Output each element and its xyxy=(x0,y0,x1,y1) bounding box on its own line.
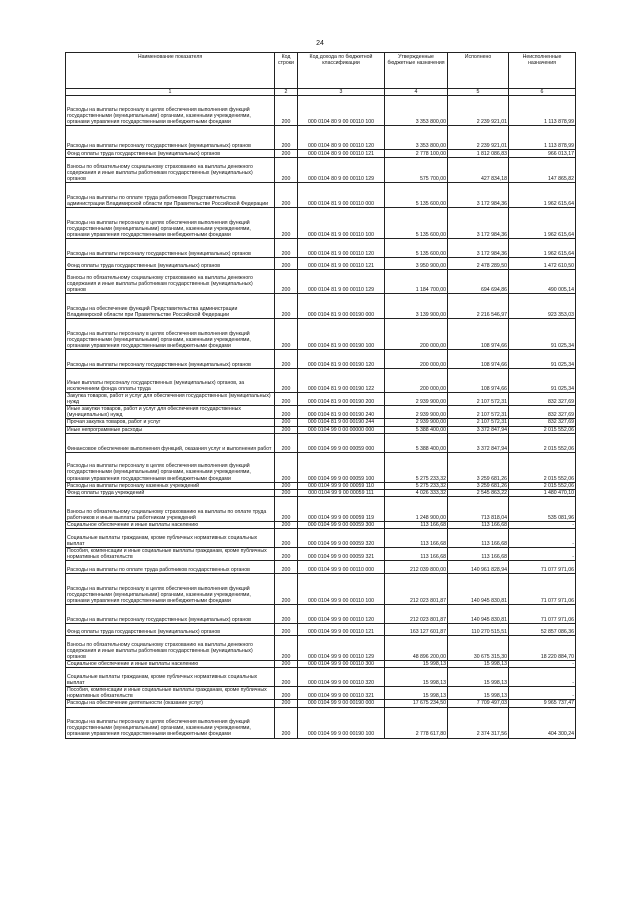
row-name: Расходы на выплаты персоналу в целях обеспечения выполнения функций государственными (муниципальными) органами, казенными учреждениями, органами управления государственными внебюджетными фондами xyxy=(66,574,275,605)
row-line-code: 200 xyxy=(275,270,298,294)
row-unexecuted: 832 327,69 xyxy=(509,406,576,419)
table-row xyxy=(66,528,576,547)
row-approved: 200 000,00 xyxy=(385,319,448,350)
row-classification: 000 0104 81 9 00 00190 122 xyxy=(298,369,385,393)
row-name: Расходы на выплаты персоналу в целях обеспечения выполнения функций государственными (муниципальными) органами, казенными учреждениями, органами управления государственными внебюджетными фондами xyxy=(66,452,275,482)
row-line-code: 200 xyxy=(275,687,298,700)
row-approved: 5 135 600,00 xyxy=(385,208,448,239)
row-classification: 000 0104 99 9 00 00059 110 xyxy=(298,482,385,489)
row-executed: 427 834,18 xyxy=(448,158,509,183)
table-row xyxy=(66,624,576,636)
row-approved: 2 939 900,00 xyxy=(385,419,448,426)
row-name: Иные закупки товаров, работ и услуг для обеспечения государственных (муниципальных) нужд xyxy=(66,406,275,419)
row-approved: 200 000,00 xyxy=(385,369,448,393)
row-unexecuted: 91 025,34 xyxy=(509,369,576,393)
table-row xyxy=(66,482,576,489)
row-name: Расходы на выплаты по оплате труда работников государственных органов xyxy=(66,561,275,574)
row-line-code: 200 xyxy=(275,561,298,574)
row-name: Расходы на обеспечение функций Представительства администрации Владимирской области при Правительстве Российской Федерации xyxy=(66,294,275,319)
page-number: 24 xyxy=(316,40,324,47)
row-name: Расходы на выплаты персоналу в целях обеспечения выполнения функций государственными (муниципальными) органами, казенными учреждениями, органами управления государственными внебюджетными фондами xyxy=(66,319,275,350)
row-line-code: 200 xyxy=(275,126,298,150)
row-name: Расходы на выплаты персоналу государственных (муниципальных) органов xyxy=(66,239,275,258)
row-name: Расходы на выплаты персоналу в целях обеспечения выполнения функций государственными (муниципальными) органами, казенными учреждениями, органами управления государственными внебюджетными фондами xyxy=(66,707,275,738)
row-unexecuted: 832 327,69 xyxy=(509,393,576,406)
row-line-code: 200 xyxy=(275,452,298,482)
row-unexecuted: 2 015 552,06 xyxy=(509,452,576,482)
row-unexecuted: 71 077 971,06 xyxy=(509,561,576,574)
row-name: Взносы по обязательному социальному страхованию на выплаты денежного содержания и иные выплаты работникам государственных (муниципальных) органов xyxy=(66,270,275,294)
table-row xyxy=(66,605,576,624)
row-line-code: 200 xyxy=(275,574,298,605)
table-row xyxy=(66,419,576,426)
row-approved: 17 675 234,50 xyxy=(385,700,448,707)
row-unexecuted: 18 220 884,70 xyxy=(509,636,576,661)
header-classification: Код дохода по бюджетной классификации xyxy=(298,53,385,89)
row-line-code: 200 xyxy=(275,521,298,528)
row-name: Иные непрограммные расходы xyxy=(66,426,275,433)
row-executed: 140 945 830,81 xyxy=(448,605,509,624)
row-line-code: 200 xyxy=(275,700,298,707)
table-row xyxy=(66,158,576,183)
row-unexecuted: 832 327,69 xyxy=(509,419,576,426)
header-executed: Исполнено xyxy=(448,53,509,89)
row-executed: 2 107 572,31 xyxy=(448,393,509,406)
row-name: Расходы на выплаты персоналу государственных (муниципальных) органов xyxy=(66,126,275,150)
row-approved: 3 353 800,00 xyxy=(385,126,448,150)
column-number: 1 xyxy=(66,89,275,96)
row-line-code: 200 xyxy=(275,96,298,126)
table-row xyxy=(66,208,576,239)
row-approved: 5 275 233,32 xyxy=(385,482,448,489)
row-approved: 575 700,00 xyxy=(385,158,448,183)
row-name: Иные выплаты персоналу государственных (муниципальных) органов, за исключением фонда оплаты труда xyxy=(66,369,275,393)
table-row xyxy=(66,393,576,406)
row-executed: 2 239 921,01 xyxy=(448,96,509,126)
row-classification: 000 0104 99 9 00 00059 000 xyxy=(298,433,385,452)
table-row xyxy=(66,126,576,150)
row-line-code: 200 xyxy=(275,369,298,393)
row-executed: 713 818,04 xyxy=(448,496,509,521)
column-number: 5 xyxy=(448,89,509,96)
row-name: Фонд оплаты труда государственных (муниципальных) органов xyxy=(66,258,275,270)
row-line-code: 200 xyxy=(275,150,298,158)
row-line-code: 200 xyxy=(275,668,298,687)
row-executed: 3 372 847,94 xyxy=(448,433,509,452)
row-classification: 000 0104 80 9 00 00110 100 xyxy=(298,96,385,126)
row-name: Расходы на выплаты по оплате труда работников Представительства администрации Владимирской области при Правительстве Российской Федерации xyxy=(66,183,275,208)
table-row xyxy=(66,96,576,126)
row-executed: 2 107 572,31 xyxy=(448,406,509,419)
row-unexecuted: - xyxy=(509,528,576,547)
row-unexecuted: 923 353,03 xyxy=(509,294,576,319)
row-line-code: 200 xyxy=(275,239,298,258)
row-executed: 2 545 863,22 xyxy=(448,489,509,496)
table-row xyxy=(66,561,576,574)
row-unexecuted: - xyxy=(509,687,576,700)
row-approved: 163 127 601,87 xyxy=(385,624,448,636)
table-row xyxy=(66,426,576,433)
row-classification: 000 0104 99 9 00 00110 120 xyxy=(298,605,385,624)
row-executed: 108 974,66 xyxy=(448,369,509,393)
row-unexecuted: 966 013,17 xyxy=(509,150,576,158)
table-row xyxy=(66,496,576,521)
row-unexecuted: 490 005,14 xyxy=(509,270,576,294)
row-line-code: 200 xyxy=(275,605,298,624)
column-number-row xyxy=(66,89,576,96)
row-classification: 000 0104 81 9 00 00190 100 xyxy=(298,319,385,350)
row-unexecuted: - xyxy=(509,547,576,560)
row-unexecuted: 91 025,34 xyxy=(509,319,576,350)
row-line-code: 200 xyxy=(275,707,298,738)
row-name: Расходы на выплаты персоналу в целях обеспечения выполнения функций государственными (муниципальными) органами, казенными учреждениями, органами управления государственными внебюджетными фондами xyxy=(66,208,275,239)
column-number: 3 xyxy=(298,89,385,96)
row-name: Закупка товаров, работ и услуг для обеспечения государственных (муниципальных) нужд xyxy=(66,393,275,406)
column-number: 4 xyxy=(385,89,448,96)
row-unexecuted: 1 472 610,50 xyxy=(509,258,576,270)
row-approved: 113 166,68 xyxy=(385,521,448,528)
table-row xyxy=(66,433,576,452)
row-classification: 000 0104 81 9 00 00190 244 xyxy=(298,419,385,426)
expenditure-table xyxy=(65,52,576,739)
row-line-code: 200 xyxy=(275,183,298,208)
row-executed: 15 998,13 xyxy=(448,687,509,700)
row-name: Расходы на выплаты персоналу государственных (муниципальных) органов xyxy=(66,605,275,624)
row-unexecuted: 2 015 552,06 xyxy=(509,433,576,452)
row-executed: 108 974,66 xyxy=(448,319,509,350)
row-name: Социальные выплаты гражданам, кроме публичных нормативных социальных выплат xyxy=(66,528,275,547)
row-executed: 113 166,68 xyxy=(448,547,509,560)
row-classification: 000 0104 80 9 00 00110 129 xyxy=(298,158,385,183)
row-line-code: 200 xyxy=(275,158,298,183)
row-line-code: 200 xyxy=(275,393,298,406)
row-unexecuted: 2 015 552,06 xyxy=(509,482,576,489)
row-classification: 000 0104 81 9 00 00190 240 xyxy=(298,406,385,419)
row-classification: 000 0104 99 9 00 00059 100 xyxy=(298,452,385,482)
row-classification: 000 0104 81 9 00 00110 129 xyxy=(298,270,385,294)
row-classification: 000 0104 99 9 00 00110 300 xyxy=(298,661,385,668)
table-row xyxy=(66,636,576,661)
table-row xyxy=(66,489,576,496)
table-row xyxy=(66,700,576,707)
table-row xyxy=(66,452,576,482)
row-unexecuted: 1 962 615,64 xyxy=(509,239,576,258)
row-executed: 15 998,13 xyxy=(448,661,509,668)
column-number: 6 xyxy=(509,89,576,96)
row-line-code: 200 xyxy=(275,528,298,547)
row-executed: 3 172 984,36 xyxy=(448,208,509,239)
row-classification: 000 0104 99 9 00 00190 000 xyxy=(298,700,385,707)
row-executed: 3 259 681,26 xyxy=(448,482,509,489)
row-approved: 15 998,13 xyxy=(385,661,448,668)
row-classification: 000 0104 99 9 00 00110 129 xyxy=(298,636,385,661)
row-approved: 1 248 900,00 xyxy=(385,496,448,521)
row-classification: 000 0104 81 9 00 00190 000 xyxy=(298,294,385,319)
row-executed: 3 259 681,26 xyxy=(448,452,509,482)
row-name: Социальные выплаты гражданам, кроме публичных нормативных социальных выплат xyxy=(66,668,275,687)
table-row xyxy=(66,150,576,158)
table-row xyxy=(66,319,576,350)
header-name: Наименование показателя xyxy=(66,53,275,89)
row-line-code: 200 xyxy=(275,208,298,239)
table-row xyxy=(66,258,576,270)
table-header-row xyxy=(66,53,576,89)
row-approved: 113 166,68 xyxy=(385,528,448,547)
row-name: Финансовое обеспечение выполнения функций, оказания услуг и выполнения работ xyxy=(66,433,275,452)
table-row xyxy=(66,294,576,319)
row-unexecuted: - xyxy=(509,668,576,687)
header-approved: Утвержденные бюджетные назначения xyxy=(385,53,448,89)
row-approved: 3 139 900,00 xyxy=(385,294,448,319)
row-unexecuted: 52 857 086,36 xyxy=(509,624,576,636)
table-row xyxy=(66,547,576,560)
row-approved: 5 275 233,32 xyxy=(385,452,448,482)
row-line-code: 200 xyxy=(275,482,298,489)
table-row xyxy=(66,687,576,700)
row-unexecuted: 1 113 878,99 xyxy=(509,126,576,150)
table-row xyxy=(66,406,576,419)
row-name: Фонд оплаты труда государственных (муниципальных) органов xyxy=(66,150,275,158)
row-executed: 110 270 515,51 xyxy=(448,624,509,636)
row-approved: 5 135 600,00 xyxy=(385,239,448,258)
row-classification: 000 0104 81 9 00 00190 120 xyxy=(298,350,385,369)
row-executed: 2 216 546,97 xyxy=(448,294,509,319)
row-line-code: 200 xyxy=(275,433,298,452)
row-executed: 3 172 984,36 xyxy=(448,239,509,258)
row-unexecuted: 71 077 971,06 xyxy=(509,605,576,624)
row-classification: 000 0104 80 9 00 00110 120 xyxy=(298,126,385,150)
row-name: Пособия, компенсации и иные социальные выплаты гражданам, кроме публичных нормативных обязательств xyxy=(66,547,275,560)
row-executed: 2 374 317,56 xyxy=(448,707,509,738)
row-executed: 140 961 828,94 xyxy=(448,561,509,574)
row-executed: 1 812 086,83 xyxy=(448,150,509,158)
table-row xyxy=(66,183,576,208)
row-approved: 1 184 700,00 xyxy=(385,270,448,294)
row-name: Расходы на выплаты персоналу казенных учреждений xyxy=(66,482,275,489)
row-executed: 2 239 921,01 xyxy=(448,126,509,150)
table-row xyxy=(66,270,576,294)
row-unexecuted: 147 865,82 xyxy=(509,158,576,183)
table-row xyxy=(66,668,576,687)
row-unexecuted: - xyxy=(509,521,576,528)
row-approved: 200 000,00 xyxy=(385,350,448,369)
row-name: Социальное обеспечение и иные выплаты населению xyxy=(66,661,275,668)
row-classification: 000 0104 99 9 00 00059 300 xyxy=(298,521,385,528)
table-row xyxy=(66,707,576,738)
row-line-code: 200 xyxy=(275,419,298,426)
row-classification: 000 0104 80 9 00 00110 121 xyxy=(298,150,385,158)
row-approved: 3 950 900,00 xyxy=(385,258,448,270)
row-executed: 694 694,86 xyxy=(448,270,509,294)
row-name: Расходы на выплаты персоналу государственных (муниципальных) органов xyxy=(66,350,275,369)
row-classification: 000 0104 99 9 00 00059 119 xyxy=(298,496,385,521)
row-classification: 000 0104 99 9 00 00110 121 xyxy=(298,624,385,636)
row-unexecuted: 1 113 878,99 xyxy=(509,96,576,126)
row-unexecuted: 9 965 737,47 xyxy=(509,700,576,707)
row-executed: 113 166,68 xyxy=(448,521,509,528)
row-approved: 48 896 200,00 xyxy=(385,636,448,661)
row-name: Фонд оплаты труда учреждений xyxy=(66,489,275,496)
column-number: 2 xyxy=(275,89,298,96)
row-classification: 000 0104 81 9 00 00110 000 xyxy=(298,183,385,208)
row-name: Пособия, компенсации и иные социальные выплаты гражданам, кроме публичных нормативных обязательств xyxy=(66,687,275,700)
row-classification: 000 0104 99 0 00 00000 000 xyxy=(298,426,385,433)
row-approved: 5 388 400,00 xyxy=(385,426,448,433)
row-executed: 113 166,68 xyxy=(448,528,509,547)
row-unexecuted: 1 962 615,64 xyxy=(509,183,576,208)
row-classification: 000 0104 99 9 00 00110 320 xyxy=(298,668,385,687)
row-approved: 2 778 100,00 xyxy=(385,150,448,158)
row-line-code: 200 xyxy=(275,406,298,419)
row-classification: 000 0104 81 9 00 00110 120 xyxy=(298,239,385,258)
row-classification: 000 0104 81 9 00 00110 121 xyxy=(298,258,385,270)
row-approved: 2 939 900,00 xyxy=(385,406,448,419)
row-unexecuted: 404 300,24 xyxy=(509,707,576,738)
table-row xyxy=(66,521,576,528)
row-classification: 000 0104 99 9 00 00110 321 xyxy=(298,687,385,700)
table-row xyxy=(66,350,576,369)
row-approved: 2 778 617,80 xyxy=(385,707,448,738)
row-unexecuted: 91 025,34 xyxy=(509,350,576,369)
row-executed: 140 945 830,81 xyxy=(448,574,509,605)
row-unexecuted: 2 015 552,06 xyxy=(509,426,576,433)
row-line-code: 200 xyxy=(275,636,298,661)
row-approved: 212 039 800,00 xyxy=(385,561,448,574)
row-name: Взносы по обязательному социальному страхованию на выплаты по оплате труда работников и иные выплаты работникам учреждений xyxy=(66,496,275,521)
row-line-code: 200 xyxy=(275,496,298,521)
row-classification: 000 0104 81 9 00 00190 200 xyxy=(298,393,385,406)
table-row xyxy=(66,574,576,605)
row-executed: 2 107 572,31 xyxy=(448,419,509,426)
row-executed: 15 998,13 xyxy=(448,668,509,687)
row-approved: 2 939 900,00 xyxy=(385,393,448,406)
row-name: Расходы на обеспечение деятельности (оказание услуг) xyxy=(66,700,275,707)
table-row xyxy=(66,661,576,668)
row-name: Взносы по обязательному социальному страхованию на выплаты денежного содержания и иные выплаты работникам государственных (муниципальных) органов xyxy=(66,158,275,183)
row-line-code: 200 xyxy=(275,661,298,668)
row-line-code: 200 xyxy=(275,624,298,636)
row-unexecuted: 535 081,96 xyxy=(509,496,576,521)
row-approved: 5 388 400,00 xyxy=(385,433,448,452)
header-unexecuted: Неисполненные назначения xyxy=(509,53,576,89)
row-classification: 000 0104 99 9 00 00190 100 xyxy=(298,707,385,738)
row-name: Взносы по обязательному социальному страхованию на выплаты денежного содержания и иные выплаты работникам государственных (муниципальных) органов xyxy=(66,636,275,661)
row-approved: 15 998,13 xyxy=(385,668,448,687)
row-approved: 212 023 801,87 xyxy=(385,605,448,624)
table-row xyxy=(66,369,576,393)
row-approved: 5 135 600,00 xyxy=(385,183,448,208)
row-name: Фонд оплаты труда государственных (муниципальных) органов xyxy=(66,624,275,636)
row-line-code: 200 xyxy=(275,426,298,433)
row-executed: 3 172 984,36 xyxy=(448,183,509,208)
row-line-code: 200 xyxy=(275,319,298,350)
table-row xyxy=(66,239,576,258)
row-classification: 000 0104 99 9 00 00059 321 xyxy=(298,547,385,560)
row-executed: 108 974,66 xyxy=(448,350,509,369)
header-line-code: Код строки xyxy=(275,53,298,89)
row-approved: 4 026 333,32 xyxy=(385,489,448,496)
row-line-code: 200 xyxy=(275,258,298,270)
row-classification: 000 0104 99 9 00 00059 320 xyxy=(298,528,385,547)
row-classification: 000 0104 99 9 00 00110 000 xyxy=(298,561,385,574)
row-classification: 000 0104 99 9 00 00110 100 xyxy=(298,574,385,605)
row-name: Социальное обеспечение и иные выплаты населению xyxy=(66,521,275,528)
row-executed: 30 675 315,30 xyxy=(448,636,509,661)
row-line-code: 200 xyxy=(275,547,298,560)
row-approved: 113 166,68 xyxy=(385,547,448,560)
row-line-code: 200 xyxy=(275,350,298,369)
row-executed: 2 478 289,50 xyxy=(448,258,509,270)
row-name: Расходы на выплаты персоналу в целях обеспечения выполнения функций государственными (муниципальными) органами, казенными учреждениями, органами управления государственными внебюджетными фондами xyxy=(66,96,275,126)
row-executed: 3 372 847,94 xyxy=(448,426,509,433)
row-classification: 000 0104 99 9 00 00059 111 xyxy=(298,489,385,496)
row-unexecuted: 1 962 615,64 xyxy=(509,208,576,239)
row-unexecuted: 1 480 470,10 xyxy=(509,489,576,496)
row-executed: 7 709 497,03 xyxy=(448,700,509,707)
row-unexecuted: - xyxy=(509,661,576,668)
row-line-code: 200 xyxy=(275,294,298,319)
row-classification: 000 0104 81 9 00 00110 100 xyxy=(298,208,385,239)
row-line-code: 200 xyxy=(275,489,298,496)
row-approved: 212 023 801,87 xyxy=(385,574,448,605)
row-name: Прочая закупка товаров, работ и услуг xyxy=(66,419,275,426)
row-approved: 3 353 800,00 xyxy=(385,96,448,126)
row-approved: 15 998,13 xyxy=(385,687,448,700)
row-unexecuted: 71 077 971,06 xyxy=(509,574,576,605)
